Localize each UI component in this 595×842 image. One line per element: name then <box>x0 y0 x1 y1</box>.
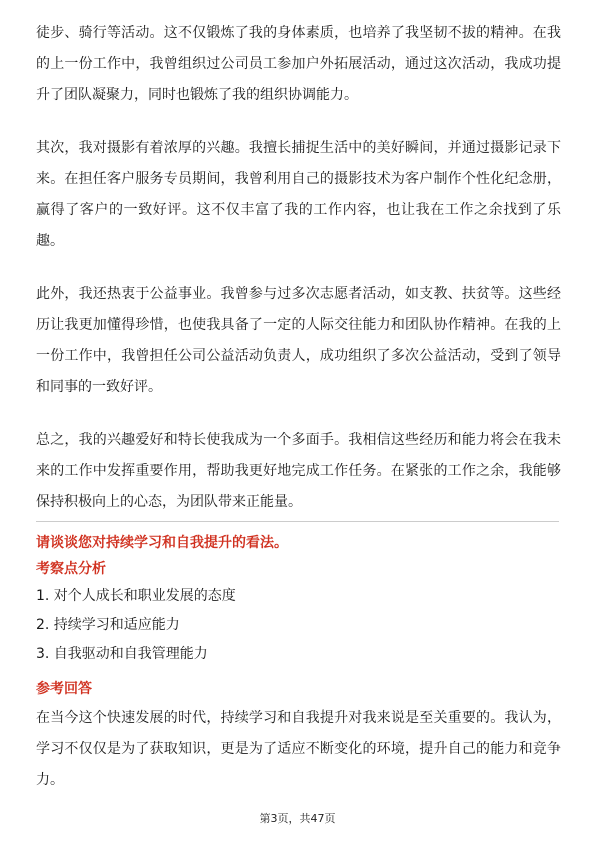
analysis-point: 3. 自我驱动和自我管理能力 <box>36 646 208 662</box>
answer-text: 在当今这个快速发展的时代，持续学习和自我提升对我来说是至关重要的。我认为，学习不仅仅是为了获取知识，更是为了适应不断变化的环境，提升自己的能力和竞争力。 <box>36 710 561 788</box>
analysis-point: 2. 持续学习和适应能力 <box>36 617 180 633</box>
paragraph-outdoor-activities: 徒步、骑行等活动。这不仅锻炼了我的身体素质，也培养了我坚韧不拔的精神。在我的上一份工作中，我曾组织过公司员工参加户外拓展活动，通过这次活动，我成功提升了团队凝聚力，同时也锻炼了我的组织协调能力。 <box>36 25 561 103</box>
analysis-heading: 考察点分析 <box>36 561 106 577</box>
paragraph-photography: 其次，我对摄影有着浓厚的兴趣。我擅长捕捉生活中的美好瞬间，并通过摄影记录下来。在担任客户服务专员期间，我曾利用自己的摄影技术为客户制作个性化纪念册，赢得了客户的一致好评。这不仅丰富了我的工作内容，也让我在工作之余找到了乐趣。 <box>36 140 561 249</box>
interview-question: 请谈谈您对持续学习和自我提升的看法。 <box>36 535 288 551</box>
analysis-point: 1. 对个人成长和职业发展的态度 <box>36 588 236 604</box>
paragraph-summary: 总之，我的兴趣爱好和特长使我成为一个多面手。我相信这些经历和能力将会在我未来的工作中发挥重要作用，帮助我更好地完成工作任务。在紧张的工作之余，我能够保持积极向上的心态，为团队带来正能量。 <box>36 432 561 510</box>
answer-heading: 参考回答 <box>36 681 92 697</box>
page-number: 第3页，共47页 <box>259 812 336 825</box>
section-divider <box>36 521 559 522</box>
paragraph-public-welfare: 此外，我还热衷于公益事业。我曾参与过多次志愿者活动，如支教、扶贫等。这些经历让我更加懂得珍惜，也使我具备了一定的人际交往能力和团队协作精神。在我的上一份工作中，我曾担任公司公益活动负责人，成功组织了多次公益活动，受到了领导和同事的一致好评。 <box>36 286 561 395</box>
